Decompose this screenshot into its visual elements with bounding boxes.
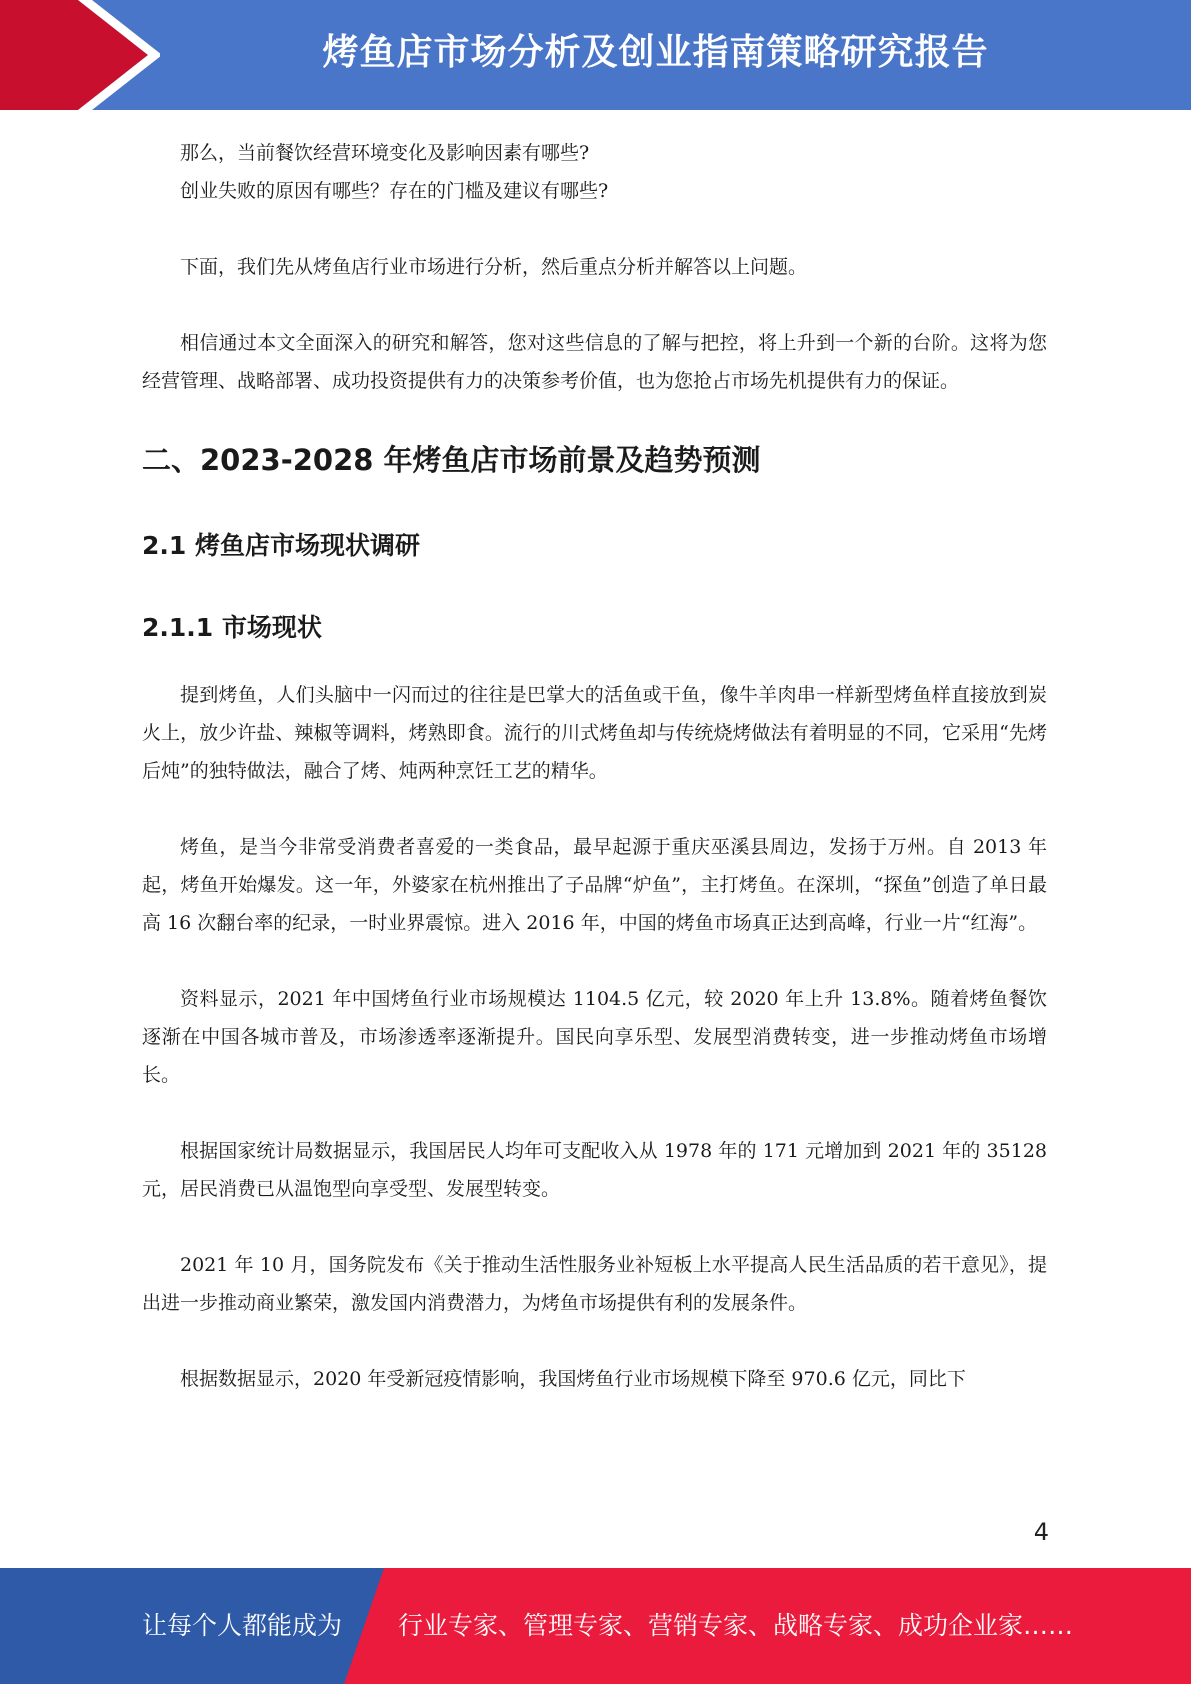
page-footer [0,1568,1191,1684]
paragraph: 下面，我们先从烤鱼店行业市场进行分析，然后重点分析并解答以上问题。 [180,256,808,278]
subsection-heading: 2.1.1 市场现状 [142,613,322,642]
footer-slogan-left: 让每个人都能成为 [142,1611,343,1640]
page-header [0,0,1191,110]
paragraph: 资料显示，2021 年中国烤鱼行业市场规模达 1104.5 亿元，较 2020 年上升 13.8%。随着烤鱼餐饮逐渐在中国各城市普及，市场渗透率逐渐提升。国民向享乐型、发展型消费转变，进一步推动烤鱼市场增长。 [142,988,1047,1086]
header-chevron-icon [0,0,160,110]
section-heading: 二、2023-2028 年烤鱼店市场前景及趋势预测 [142,443,761,477]
footer-slogan-right: 行业专家、管理专家、营销专家、战略专家、成功企业家…… [398,1611,1074,1640]
paragraph: 根据国家统计局数据显示，我国居民人均年可支配收入从 1978 年的 171 元增加到 2021 年的 35128 元，居民消费已从温饱型向享受型、发展型转变。 [142,1140,1047,1200]
page-number: 4 [1033,1518,1049,1546]
paragraph: 根据数据显示，2020 年受新冠疫情影响，我国烤鱼行业市场规模下降至 970.6 亿元，同比下 [180,1368,966,1390]
report-title: 烤鱼店市场分析及创业指南策略研究报告 [322,32,989,73]
subsection-heading: 2.1 烤鱼店市场现状调研 [142,531,420,560]
page-content [142,134,1047,1398]
paragraph: 那么，当前餐饮经营环境变化及影响因素有哪些? [180,142,590,164]
paragraph: 创业失败的原因有哪些？存在的门槛及建议有哪些? [180,180,609,202]
paragraph: 提到烤鱼，人们头脑中一闪而过的往往是巴掌大的活鱼或干鱼，像牛羊肉串一样新型烤鱼样直接放到炭火上，放少许盐、辣椒等调料，烤熟即食。流行的川式烤鱼却与传统烧烤做法有着明显的不同，它采用“先烤后炖”的独特做法，融合了烤、炖两种烹饪工艺的精华。 [142,684,1047,782]
paragraph: 相信通过本文全面深入的研究和解答，您对这些信息的了解与把控，将上升到一个新的台阶。这将为您经营管理、战略部署、成功投资提供有力的决策参考价值，也为您抢占市场先机提供有力的保证。 [142,332,1047,392]
paragraph: 2021 年 10 月，国务院发布《关于推动生活性服务业补短板上水平提高人民生活品质的若干意见》，提出进一步推动商业繁荣，激发国内消费潜力，为烤鱼市场提供有利的发展条件。 [142,1254,1047,1314]
paragraph: 烤鱼，是当今非常受消费者喜爱的一类食品，最早起源于重庆巫溪县周边，发扬于万州。自 2013 年起，烤鱼开始爆发。这一年，外婆家在杭州推出了子品牌“炉鱼”，主打烤鱼。在深圳，“探鱼”创造了单日最高 16 次翻台率的纪录，一时业界震惊。进入 2016 年，中国的烤鱼市场真正达到高峰，行业一片“红海”。 [142,836,1047,934]
